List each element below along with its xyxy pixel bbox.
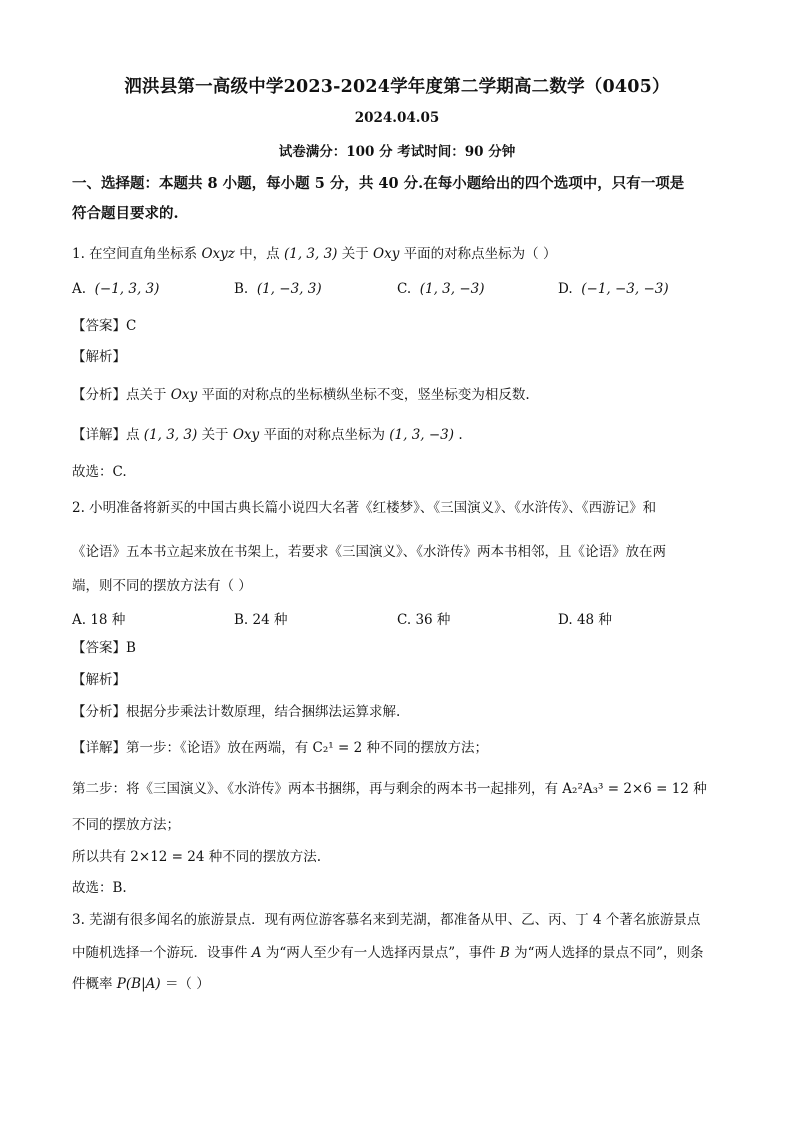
q3-stem-text: 为“两人选择的景点不同”，则条 xyxy=(514,945,704,961)
q2-option-a xyxy=(72,608,125,628)
option-label: B. xyxy=(234,612,249,628)
q2-step1-text: 种不同的摆放方法； xyxy=(366,740,488,756)
option-label: D. xyxy=(558,281,573,297)
q1-detail-result: (1, 3, −3) xyxy=(389,427,455,443)
q1-detail-point: (1, 3, 3) xyxy=(143,427,198,443)
q2-choice: 故选：B. xyxy=(72,880,127,896)
q2-total-text: 所以共有 xyxy=(72,849,126,865)
q2-stem-line1: 2. 小明准备将新买的中国古典长篇小说四大名著《红楼梦》、《三国演义》、《水浒传》、《西游记》和 xyxy=(72,500,657,516)
option-value: 48 种 xyxy=(576,612,612,628)
q2-step1 xyxy=(72,739,488,757)
q1-stem-text: 中，点 xyxy=(239,246,280,262)
q2-option-b xyxy=(234,608,288,628)
q2-analysis: 【分析】根据分步乘法计数原理，结合捆绑法运算求解. xyxy=(72,704,401,720)
q3-stem-line3 xyxy=(72,975,210,993)
q2-step2-text: 种 xyxy=(693,781,707,797)
q3-stem-text: 中随机选择一个游玩．设事件 xyxy=(72,945,248,961)
option-value: (1, 3, −3) xyxy=(419,281,485,297)
q1-stem xyxy=(72,245,556,263)
option-label: C. xyxy=(397,612,412,628)
q1-coord-system: Oxyz xyxy=(201,246,235,262)
option-value: (−1, −3, −3) xyxy=(581,281,669,297)
q2-total xyxy=(72,848,321,866)
exam-date: 2024.04.05 xyxy=(354,110,440,126)
q2-total-expr: 2×12 = 24 xyxy=(130,849,205,865)
exam-meta: 试卷满分：100 分 考试时间：90 分钟 xyxy=(278,144,516,160)
q2-step2-text: 第二步：将《三国演义》、《水浒传》两本书捆绑，再与剩余的两本书一起排列，有 xyxy=(72,781,558,797)
q1-stem-text: 1. 在空间直角坐标系 xyxy=(72,246,198,262)
q1-detail xyxy=(72,426,463,444)
option-label: A. xyxy=(72,281,87,297)
q2-step2 xyxy=(72,780,707,798)
q1-point: (1, 3, 3) xyxy=(283,246,338,262)
option-value: (1, −3, 3) xyxy=(256,281,322,297)
option-label: A. xyxy=(72,612,87,628)
q1-analysis-plane: Oxy xyxy=(170,387,198,403)
q1-choice: 故选：C. xyxy=(72,464,127,480)
q1-option-a xyxy=(72,281,159,297)
q3-stem-text: 为“两人至少有一人选择丙景点”，事件 xyxy=(265,945,496,961)
q1-detail-text: 关于 xyxy=(201,427,229,443)
q1-stem-text: 平面的对称点坐标为（ ） xyxy=(403,246,557,262)
q2-total-text: 种不同的摆放方法. xyxy=(208,849,322,865)
q1-analysis-text: 平面的对称点的坐标横纵坐标不变，竖坐标变为相反数. xyxy=(201,387,530,403)
q3-stem-line2 xyxy=(72,944,703,962)
q3-stem-line1: 3. 芜湖有很多闻名的旅游景点．现有两位游客慕名来到芜湖，都准备从甲、乙、丙、丁 4 个著名旅游景点 xyxy=(72,912,701,928)
q2-option-d xyxy=(558,608,612,628)
q2-step1-text: 【详解】第一步：《论语》放在两端，有 xyxy=(72,740,309,756)
option-value: 18 种 xyxy=(90,612,126,628)
q3-probability-expr: P(B|A) xyxy=(116,976,161,992)
q1-analysis-text: 【分析】点关于 xyxy=(72,387,167,403)
q1-stem-text: 关于 xyxy=(341,246,369,262)
section-heading-line1: 一、选择题：本题共 8 小题，每小题 5 分，共 40 分.在每小题给出的四个选项中，只有一项是 xyxy=(72,175,685,192)
page-title: 泗洪县第一高级中学2023-2024学年度第二学期高二数学（0405） xyxy=(124,77,670,97)
q1-option-b xyxy=(234,281,322,297)
q3-event-a: A xyxy=(251,945,262,961)
q3-stem-text: 件概率 xyxy=(72,976,113,992)
q3-stem-text: ＝（ ） xyxy=(164,976,210,992)
q1-answer: 【答案】C xyxy=(72,318,137,334)
option-label: D. xyxy=(558,612,573,628)
q2-option-c xyxy=(397,608,450,628)
q2-answer: 【答案】B xyxy=(72,640,136,656)
option-value: 24 种 xyxy=(252,612,288,628)
q1-detail-text: . xyxy=(458,427,463,443)
q1-detail-text: 【详解】点 xyxy=(72,427,140,443)
q1-detail-plane: Oxy xyxy=(232,427,260,443)
q1-option-c xyxy=(397,281,485,297)
section-heading-line2: 符合题目要求的. xyxy=(72,205,179,222)
q1-plane: Oxy xyxy=(373,246,400,262)
q1-detail-text: 平面的对称点坐标为 xyxy=(263,427,385,443)
option-label: C. xyxy=(397,281,412,297)
q2-stem-line3: 端，则不同的摆放方法有（ ） xyxy=(72,578,252,594)
q2-step1-expr: C₂¹ = 2 xyxy=(312,740,363,756)
q2-step2-expr: A₂²A₃³ = 2×6 = 12 xyxy=(562,781,689,797)
q2-step2-cont: 不同的摆放方法； xyxy=(72,817,180,833)
q1-jiexi: 【解析】 xyxy=(72,349,126,365)
option-value: (−1, 3, 3) xyxy=(94,281,160,297)
option-value: 36 种 xyxy=(415,612,451,628)
q3-event-b: B xyxy=(499,945,510,961)
q1-analysis xyxy=(72,386,530,404)
q1-option-d xyxy=(558,281,669,297)
q2-jiexi: 【解析】 xyxy=(72,672,126,688)
option-label: B. xyxy=(234,281,249,297)
q2-stem-line2: 《论语》五本书立起来放在书架上，若要求《三国演义》、《水浒传》两本书相邻，且《论语》放在两 xyxy=(72,544,666,560)
